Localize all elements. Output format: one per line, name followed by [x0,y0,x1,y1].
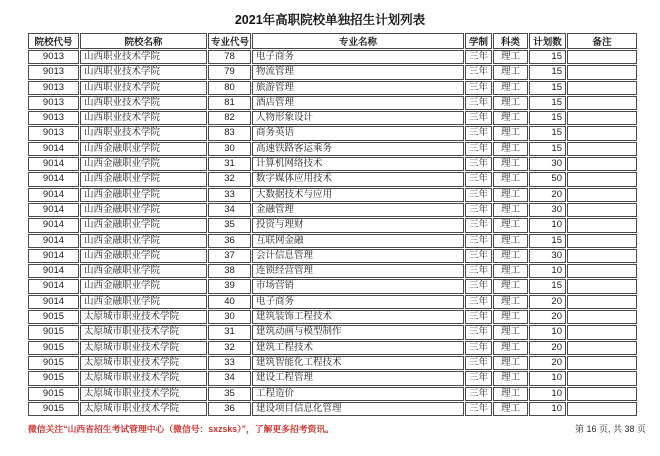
cell-plan-count: 20 [529,310,566,324]
cell-category: 理工 [493,96,528,110]
cell-major-code: 33 [208,356,251,370]
cell-category: 理工 [493,356,528,370]
cell-remark [567,96,637,110]
table-row [28,157,637,171]
cell-duration: 三年 [465,203,492,217]
cell-college-name: 太原城市职业技术学院 [80,402,207,416]
table-row [28,356,637,370]
cell-major-name: 工程造价 [252,387,464,401]
cell-remark [567,157,637,171]
cell-category: 理工 [493,295,528,309]
cell-major-code: 32 [208,172,251,186]
cell-major-code: 32 [208,341,251,355]
cell-college-name: 山西职业技术学院 [80,50,207,64]
cell-remark [567,264,637,278]
cell-plan-count: 15 [529,126,566,140]
page-footer [28,422,646,435]
cell-remark [567,325,637,339]
col-header-plan-count: 计划数 [529,33,566,49]
cell-college-name: 太原城市职业技术学院 [80,325,207,339]
col-header-college-code: 院校代号 [28,33,79,49]
cell-plan-count: 15 [529,81,566,95]
cell-duration: 三年 [465,96,492,110]
cell-duration: 三年 [465,188,492,202]
cell-plan-count: 10 [529,218,566,232]
cell-major-name: 商务英语 [252,126,464,140]
col-header-remark: 备注 [567,33,637,49]
col-header-duration: 学制 [465,33,492,49]
cell-college-name: 山西金融职业学院 [80,142,207,156]
cell-duration: 三年 [465,325,492,339]
cell-remark [567,279,637,293]
table-row [28,81,637,95]
cell-major-name: 金融管理 [252,203,464,217]
table-row [28,325,637,339]
wechat-notice-text: 微信关注“山西省招生考试管理中心（微信号：sxzsks）”，了解更多招考资讯。 [28,424,334,435]
cell-remark [567,50,637,64]
cell-major-code: 81 [208,96,251,110]
cell-college-name: 山西职业技术学院 [80,65,207,79]
cell-college-name: 太原城市职业技术学院 [80,310,207,324]
cell-duration: 三年 [465,111,492,125]
cell-major-name: 投资与理财 [252,218,464,232]
cell-remark [567,142,637,156]
cell-major-code: 31 [208,325,251,339]
table-row [28,371,637,385]
cell-major-code: 35 [208,218,251,232]
table-row [28,96,637,110]
table-row [28,172,637,186]
cell-major-code: 40 [208,295,251,309]
cell-major-code: 80 [208,81,251,95]
cell-remark [567,188,637,202]
cell-major-name: 建设项目信息化管理 [252,402,464,416]
cell-college-code: 9014 [28,249,79,263]
col-header-major-code: 专业代号 [208,33,251,49]
cell-college-code: 9013 [28,50,79,64]
cell-remark [567,126,637,140]
cell-major-code: 31 [208,157,251,171]
cell-plan-count: 15 [529,142,566,156]
cell-major-code: 36 [208,402,251,416]
cell-major-name: 建筑装饰工程技术 [252,310,464,324]
cell-category: 理工 [493,341,528,355]
cell-plan-count: 20 [529,295,566,309]
cell-college-code: 9015 [28,341,79,355]
cell-duration: 三年 [465,356,492,370]
cell-remark [567,172,637,186]
cell-category: 理工 [493,111,528,125]
cell-major-name: 物流管理 [252,65,464,79]
cell-major-name: 连锁经营管理 [252,264,464,278]
cell-major-name: 建设工程管理 [252,371,464,385]
table-row [28,264,637,278]
table-row [28,234,637,248]
cell-college-name: 山西金融职业学院 [80,203,207,217]
cell-duration: 三年 [465,126,492,140]
cell-major-name: 建筑智能化工程技术 [252,356,464,370]
table-row [28,142,637,156]
col-header-major-name: 专业名称 [252,33,464,49]
cell-remark [567,387,637,401]
cell-duration: 三年 [465,81,492,95]
table-row [28,310,637,324]
cell-category: 理工 [493,325,528,339]
cell-duration: 三年 [465,234,492,248]
cell-college-name: 山西金融职业学院 [80,295,207,309]
cell-remark [567,356,637,370]
cell-major-name: 电子商务 [252,295,464,309]
cell-remark [567,218,637,232]
cell-college-name: 山西金融职业学院 [80,172,207,186]
cell-category: 理工 [493,371,528,385]
cell-category: 理工 [493,81,528,95]
cell-duration: 三年 [465,387,492,401]
table-row [28,249,637,263]
cell-remark [567,111,637,125]
cell-duration: 三年 [465,310,492,324]
table-row [28,387,637,401]
cell-college-code: 9015 [28,356,79,370]
cell-major-name: 会计信息管理 [252,249,464,263]
table-row [28,50,637,64]
cell-category: 理工 [493,203,528,217]
table-row [28,203,637,217]
cell-college-name: 山西金融职业学院 [80,218,207,232]
cell-plan-count: 15 [529,234,566,248]
cell-duration: 三年 [465,402,492,416]
cell-major-name: 大数据技术与应用 [252,188,464,202]
cell-category: 理工 [493,387,528,401]
cell-duration: 三年 [465,279,492,293]
cell-plan-count: 30 [529,157,566,171]
cell-college-code: 9013 [28,126,79,140]
cell-plan-count: 10 [529,387,566,401]
cell-college-code: 9014 [28,157,79,171]
cell-major-code: 83 [208,126,251,140]
cell-duration: 三年 [465,157,492,171]
page-title: 2021年高职院校单独招生计划列表 [234,13,426,27]
cell-major-name: 市场营销 [252,279,464,293]
cell-major-name: 数字媒体应用技术 [252,172,464,186]
cell-duration: 三年 [465,295,492,309]
cell-plan-count: 15 [529,279,566,293]
cell-duration: 三年 [465,172,492,186]
cell-remark [567,81,637,95]
enrollment-plan-table [27,32,638,417]
cell-remark [567,295,637,309]
cell-duration: 三年 [465,264,492,278]
cell-major-code: 78 [208,50,251,64]
cell-college-code: 9014 [28,295,79,309]
cell-duration: 三年 [465,218,492,232]
cell-college-name: 太原城市职业技术学院 [80,341,207,355]
cell-major-code: 38 [208,264,251,278]
cell-plan-count: 15 [529,50,566,64]
cell-plan-count: 30 [529,249,566,263]
page-number-text: 第 16 页, 共 38 页 [574,424,646,435]
cell-college-code: 9013 [28,111,79,125]
cell-college-code: 9014 [28,142,79,156]
cell-college-code: 9015 [28,387,79,401]
cell-college-code: 9013 [28,65,79,79]
cell-duration: 三年 [465,50,492,64]
cell-major-code: 34 [208,203,251,217]
cell-duration: 三年 [465,142,492,156]
cell-major-code: 37 [208,249,251,263]
cell-plan-count: 15 [529,65,566,79]
cell-college-name: 山西金融职业学院 [80,188,207,202]
cell-major-code: 30 [208,310,251,324]
cell-major-code: 35 [208,387,251,401]
cell-category: 理工 [493,218,528,232]
cell-college-code: 9014 [28,172,79,186]
cell-college-code: 9014 [28,188,79,202]
cell-college-code: 9013 [28,96,79,110]
cell-college-code: 9015 [28,310,79,324]
cell-college-name: 山西职业技术学院 [80,96,207,110]
cell-major-name: 人物形象设计 [252,111,464,125]
table-row [28,218,637,232]
cell-remark [567,234,637,248]
cell-plan-count: 30 [529,203,566,217]
cell-category: 理工 [493,188,528,202]
cell-college-name: 山西金融职业学院 [80,157,207,171]
cell-college-code: 9014 [28,218,79,232]
cell-college-name: 太原城市职业技术学院 [80,356,207,370]
cell-category: 理工 [493,402,528,416]
cell-college-name: 山西金融职业学院 [80,264,207,278]
cell-major-code: 34 [208,371,251,385]
cell-major-name: 旅游管理 [252,81,464,95]
table-row [28,279,637,293]
table-row [28,65,637,79]
cell-college-name: 山西金融职业学院 [80,234,207,248]
cell-major-name: 电子商务 [252,50,464,64]
cell-category: 理工 [493,157,528,171]
cell-category: 理工 [493,234,528,248]
cell-major-code: 30 [208,142,251,156]
cell-major-name: 计算机网络技术 [252,157,464,171]
cell-plan-count: 15 [529,111,566,125]
cell-college-code: 9015 [28,402,79,416]
cell-major-code: 82 [208,111,251,125]
cell-plan-count: 15 [529,96,566,110]
cell-college-name: 山西职业技术学院 [80,126,207,140]
cell-category: 理工 [493,50,528,64]
cell-college-code: 9014 [28,203,79,217]
table-row [28,111,637,125]
cell-major-name: 高速铁路客运乘务 [252,142,464,156]
cell-plan-count: 10 [529,325,566,339]
cell-college-code: 9013 [28,81,79,95]
cell-major-name: 建筑动画与模型制作 [252,325,464,339]
cell-college-code: 9014 [28,234,79,248]
cell-plan-count: 20 [529,356,566,370]
table-header-row [28,33,637,49]
table-row [28,188,637,202]
cell-major-code: 33 [208,188,251,202]
cell-category: 理工 [493,65,528,79]
cell-category: 理工 [493,172,528,186]
cell-plan-count: 50 [529,172,566,186]
cell-college-code: 9014 [28,264,79,278]
cell-major-name: 建筑工程技术 [252,341,464,355]
cell-plan-count: 10 [529,264,566,278]
table-row [28,341,637,355]
cell-duration: 三年 [465,341,492,355]
cell-remark [567,402,637,416]
cell-plan-count: 20 [529,341,566,355]
cell-remark [567,341,637,355]
cell-duration: 三年 [465,65,492,79]
cell-college-code: 9015 [28,325,79,339]
col-header-category: 科类 [493,33,528,49]
cell-major-code: 39 [208,279,251,293]
cell-college-code: 9015 [28,371,79,385]
cell-duration: 三年 [465,371,492,385]
cell-remark [567,249,637,263]
cell-remark [567,65,637,79]
cell-major-name: 酒店管理 [252,96,464,110]
cell-college-name: 太原城市职业技术学院 [80,387,207,401]
table-row [28,295,637,309]
cell-duration: 三年 [465,249,492,263]
cell-college-name: 太原城市职业技术学院 [80,371,207,385]
cell-plan-count: 20 [529,188,566,202]
col-header-college-name: 院校名称 [80,33,207,49]
cell-major-code: 36 [208,234,251,248]
cell-remark [567,371,637,385]
cell-remark [567,203,637,217]
cell-category: 理工 [493,126,528,140]
cell-plan-count: 10 [529,371,566,385]
table-row [28,126,637,140]
cell-major-name: 互联网金融 [252,234,464,248]
cell-college-code: 9014 [28,279,79,293]
table-row [28,402,637,416]
cell-college-name: 山西金融职业学院 [80,249,207,263]
cell-remark [567,310,637,324]
cell-category: 理工 [493,264,528,278]
cell-category: 理工 [493,142,528,156]
cell-category: 理工 [493,249,528,263]
cell-college-name: 山西职业技术学院 [80,111,207,125]
cell-category: 理工 [493,310,528,324]
cell-college-name: 山西金融职业学院 [80,279,207,293]
cell-plan-count: 10 [529,402,566,416]
cell-college-name: 山西职业技术学院 [80,81,207,95]
cell-major-code: 79 [208,65,251,79]
cell-category: 理工 [493,279,528,293]
